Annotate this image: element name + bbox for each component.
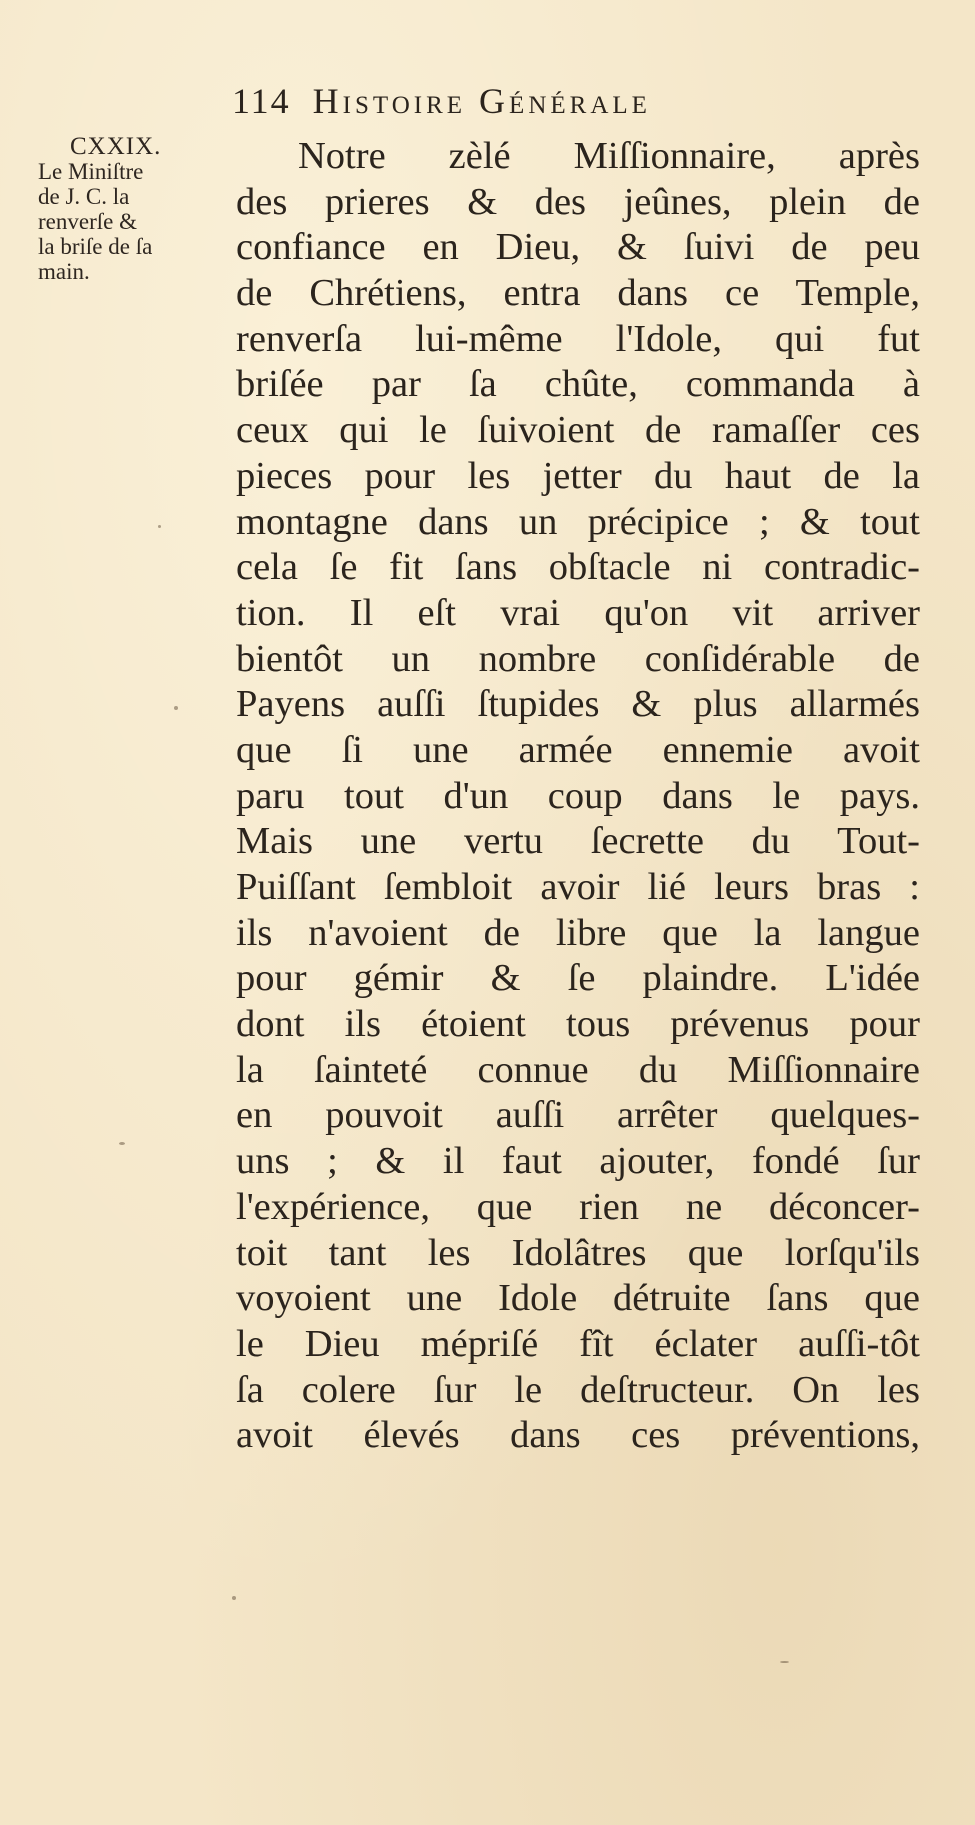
paper-speck: [174, 706, 178, 710]
marginal-note-number: CXXIX.: [70, 133, 162, 160]
marginal-note-line: Le Miniſtre: [38, 159, 144, 184]
text-line: que ſi une armée ennemie avoit: [236, 728, 920, 771]
text-line: bientôt un nombre conſidérable de: [236, 637, 920, 680]
marginal-note-line: main.: [38, 259, 90, 284]
text-line: tion. Il eſt vrai qu'on vit arriver: [236, 591, 920, 634]
text-line: Mais une vertu ſecrette du Tout-: [236, 820, 920, 863]
marginal-note: [38, 134, 228, 284]
paper-speck: [232, 1596, 236, 1600]
text-line: Payens auſſi ſtupides & plus allarmés: [236, 683, 920, 726]
marginal-note-line: renverſe &: [38, 209, 137, 234]
marginal-note-line: la briſe de ſa: [38, 234, 153, 259]
paper-speck: [119, 1142, 125, 1145]
text-line: ſa colere ſur le deſtructeur. On les: [236, 1368, 920, 1411]
paper-speck: [158, 525, 161, 528]
text-line: toit tant les Idolâtres que lorſqu'ils: [236, 1231, 920, 1274]
text-line: montagne dans un précipice ; & tout: [236, 500, 920, 543]
text-line: dont ils étoient tous prévenus pour: [236, 1003, 920, 1046]
text-line: pieces pour les jetter du haut de la: [236, 454, 920, 497]
text-line: pour gémir & ſe plaindre. L'idée: [236, 957, 920, 1000]
paper-speck: [780, 1661, 789, 1663]
text-line: Notre zèlé Miſſionnaire, après: [298, 135, 920, 177]
text-line: le Dieu mépriſé fît éclater auſſi-tôt: [236, 1322, 920, 1365]
text-line: ils n'avoient de libre que la langue: [236, 911, 920, 954]
text-line: uns ; & il faut ajouter, fondé ſur: [236, 1140, 920, 1183]
text-line: l'expérience, que rien ne déconcer-: [236, 1185, 920, 1228]
running-header: [232, 78, 932, 124]
page-number: 114: [232, 81, 291, 121]
text-line: de Chrétiens, entra dans ce Temple,: [236, 272, 920, 315]
text-line: avoit élevés dans ces préventions,: [236, 1414, 920, 1457]
body-text: [236, 134, 920, 1459]
marginal-note-line: de J. C. la: [38, 184, 130, 209]
text-line: voyoient une Idole détruite ſans que: [236, 1277, 920, 1320]
text-line: la ſainteté connue du Miſſionnaire: [236, 1048, 920, 1091]
text-line: Puiſſant ſembloit avoir lié leurs bras :: [236, 866, 920, 908]
running-title: Histoire Générale: [312, 81, 651, 121]
text-line: briſée par ſa chûte, commanda à: [236, 363, 920, 406]
text-line: cela ſe fit ſans obſtacle ni contradic-: [236, 546, 920, 589]
text-line: renverſa lui-même l'Idole, qui fut: [236, 317, 920, 360]
text-line: des prieres & des jeûnes, plein de: [236, 180, 920, 223]
text-line: ceux qui le ſuivoient de ramaſſer ces: [236, 409, 920, 452]
text-line: confiance en Dieu, & ſuivi de peu: [236, 226, 920, 269]
text-line: en pouvoit auſſi arrêter quelques-: [236, 1094, 920, 1137]
text-line: paru tout d'un coup dans le pays.: [236, 774, 920, 817]
